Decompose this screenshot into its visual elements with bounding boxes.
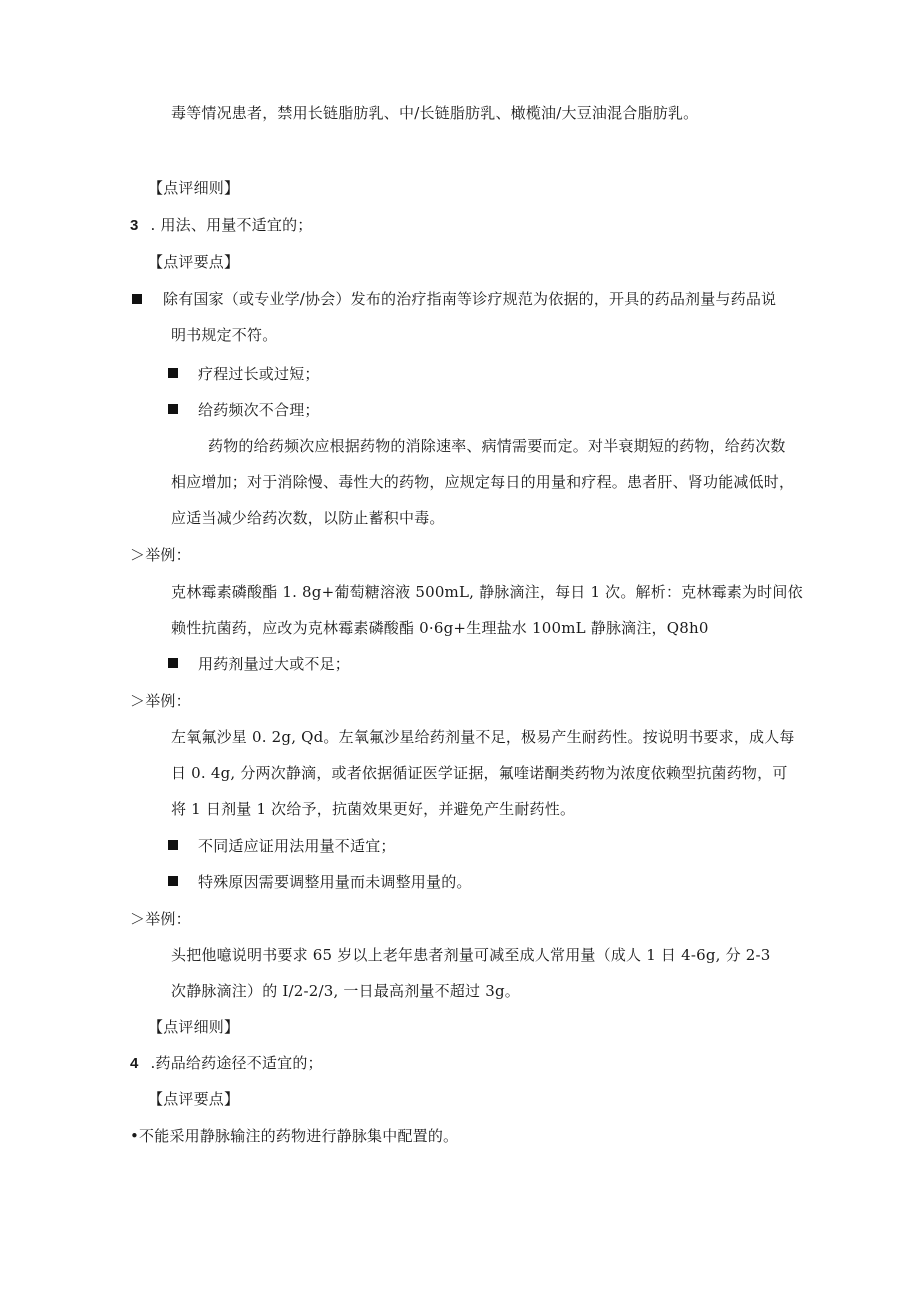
sub-point: 用药剂量过大或不足； (198, 655, 351, 673)
item-title: .药品给药途径不适宜的； (150, 1054, 323, 1072)
section-heading-detail: 【点评细则】 (148, 179, 240, 197)
example-line: 赖性抗菌药，应改为克林霉素磷酸酯 0·6g+生理盐水 100mL 静脉滴注，Q8h0 (171, 619, 709, 637)
item-4-heading (130, 1053, 323, 1074)
example-line: 日 0. 4g, 分两次静滴，或者依据循证医学证据，氟喹诺酮类药物为浓度依赖型抗菌药物，可 (171, 764, 788, 782)
example-line: 次静脉滴注）的 I/2-2/3, 一日最高剂量不超过 3g。 (171, 982, 520, 1000)
paragraph-line: 应适当减少给药次数，以防止蓄积中毒。 (171, 509, 445, 527)
example-label: ＞举例： (130, 546, 191, 564)
bullet-line: •不能采用静脉输注的药物进行静脉集中配置的。 (130, 1127, 459, 1145)
main-point-line: 明书规定不符。 (171, 326, 278, 344)
text-line: 毒等情况患者，禁用长链脂肪乳、中/长链脂肪乳、橄榄油/大豆油混合脂肪乳。 (171, 104, 699, 122)
sub-point: 不同适应证用法用量不适宜； (198, 837, 396, 855)
square-bullet-icon (168, 368, 178, 378)
item-title: . 用法、用量不适宜的； (150, 216, 313, 234)
example-label: ＞举例： (130, 692, 191, 710)
example-label: ＞举例： (130, 910, 191, 928)
item-number: 3 (130, 217, 139, 234)
item-number: 4 (130, 1055, 139, 1072)
example-line: 头把他噫说明书要求 65 岁以上老年患者剂量可减至成人常用量（成人 1 日 4-6g, 分 2-3 (171, 946, 771, 964)
square-bullet-icon (168, 876, 178, 886)
section-heading-detail: 【点评细则】 (148, 1018, 240, 1036)
example-line: 克林霉素磷酸酯 1. 8g+葡萄糖溶液 500mL, 静脉滴注，每日 1 次。解析：克林霉素为时间依 (171, 583, 803, 601)
item-3-heading (130, 215, 312, 236)
sub-point: 疗程过长或过短； (198, 365, 320, 383)
square-bullet-icon (132, 294, 142, 304)
example-line: 将 1 日剂量 1 次给予，抗菌效果更好，并避免产生耐药性。 (171, 800, 576, 818)
main-point-line: 除有国家（或专业学/协会）发布的治疗指南等诊疗规范为依据的，开具的药品剂量与药品说 (163, 290, 777, 308)
sub-point: 特殊原因需要调整用量而未调整用量的。 (198, 873, 472, 891)
square-bullet-icon (168, 658, 178, 668)
sub-point: 给药频次不合理； (198, 401, 320, 419)
square-bullet-icon (168, 404, 178, 414)
example-line: 左氧氟沙星 0. 2g, Qd。左氧氟沙星给药剂量不足，极易产生耐药性。按说明书要求，成人每 (171, 728, 795, 746)
paragraph-line: 相应增加；对于消除慢、毒性大的药物，应规定每日的用量和疗程。患者肝、肾功能减低时， (171, 473, 795, 491)
section-heading-points: 【点评要点】 (148, 1090, 240, 1108)
square-bullet-icon (168, 840, 178, 850)
section-heading-points: 【点评要点】 (148, 253, 240, 271)
paragraph-line: 药物的给药频次应根据药物的消除速率、病情需要而定。对半衰期短的药物，给药次数 (208, 437, 786, 455)
